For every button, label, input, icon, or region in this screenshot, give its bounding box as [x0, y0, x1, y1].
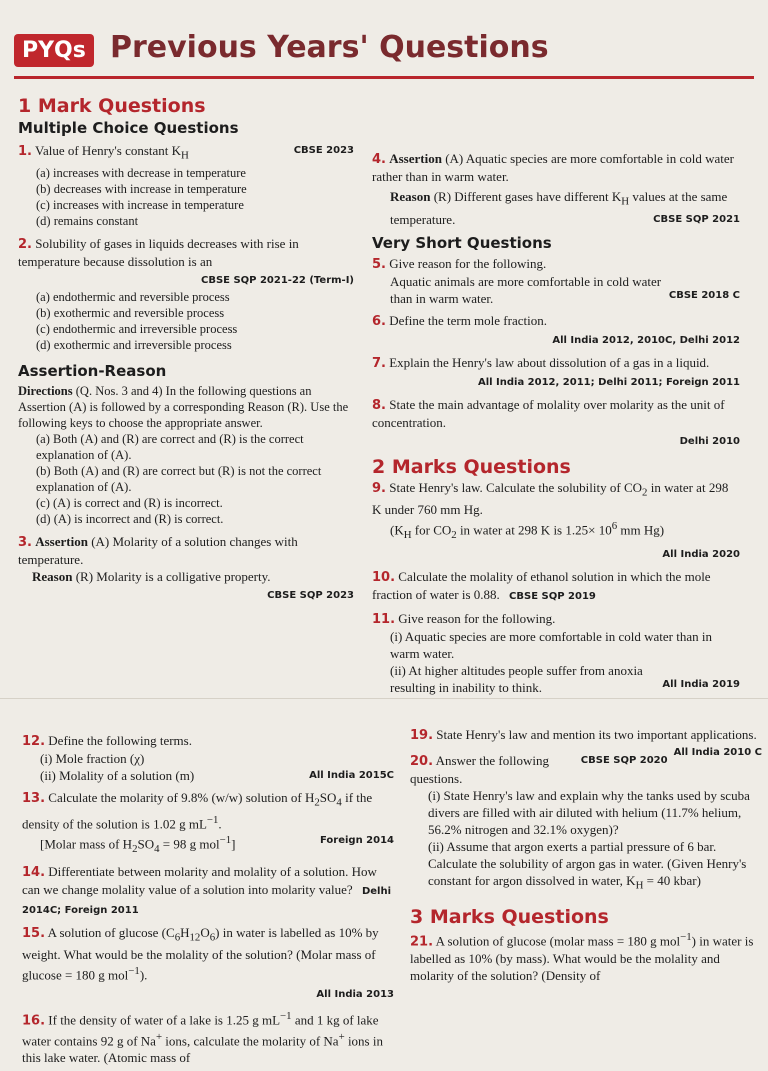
- q3-tag: CBSE SQP 2023: [267, 589, 354, 601]
- q12-number: 12.: [22, 734, 46, 749]
- q2-option-a: (a) endothermic and reversible process: [36, 289, 230, 304]
- q20-part-ii-sub: H: [635, 879, 644, 892]
- pyq-banner: [14, 28, 754, 79]
- q13-l2-sub2: 4: [154, 842, 160, 855]
- q1-sub: H: [181, 149, 189, 162]
- q2-option-b: (b) exothermic and reversible process: [36, 305, 225, 320]
- q13-l2-tail: = 98 g mol: [159, 836, 220, 852]
- q9-line2-sup: 6: [611, 520, 618, 533]
- q11-part-ii: [372, 662, 740, 696]
- q1-option-c: (c) increases with increase in temperature: [36, 197, 244, 212]
- directions-label: Directions: [18, 383, 73, 398]
- q16-sup3: +: [338, 1031, 345, 1044]
- q15-sup: −1: [128, 965, 140, 978]
- q16-number: 16.: [22, 1013, 46, 1029]
- q13-text: Calculate the molarity of 9.8% (w/w) solution of H: [48, 790, 315, 805]
- q9-line2-sub2: 2: [451, 529, 457, 542]
- q15-text: A solution of glucose (C: [47, 924, 175, 940]
- q11-number: 11.: [372, 612, 396, 628]
- q10-tag: CBSE SQP 2019: [509, 591, 596, 603]
- q19-number: 19.: [410, 728, 434, 743]
- q8-tag: Delhi 2010: [679, 435, 740, 447]
- q9-sub: 2: [642, 486, 648, 499]
- section-two-marks: 2 Marks Questions: [372, 455, 571, 478]
- question-16: [22, 1008, 394, 1067]
- q3-assertion: (A) Molarity of a solution changes with temperature.: [18, 533, 298, 567]
- question-12: [22, 732, 394, 784]
- q1-number: 1.: [18, 144, 32, 159]
- question-7: [372, 354, 740, 391]
- q12-text: Define the following terms.: [48, 733, 192, 748]
- q2-number: 2.: [18, 236, 32, 252]
- question-5: [372, 255, 740, 307]
- q13-l2-text: SO: [137, 836, 155, 852]
- question-13: [22, 789, 394, 858]
- q13-sub1: 2: [314, 796, 320, 809]
- question-20: [410, 752, 762, 895]
- q15-sub2: 12: [189, 931, 201, 944]
- q9-line2-tail: in water at 298 K is 1.25× 10: [456, 522, 612, 538]
- ar-option-d: (d) (A) is incorrect and (R) is correct.: [36, 511, 224, 526]
- q2-option-d: (d) exothermic and irreversible process: [36, 337, 232, 352]
- q9-text: State Henry's law. Calculate the solubility of CO: [389, 479, 643, 495]
- q13-sub2: 4: [336, 796, 342, 809]
- left-column-top: [18, 94, 354, 609]
- ar-option-a: (a) Both (A) and (R) are correct and (R) is the correct explanation of (A).: [36, 431, 304, 462]
- q4-assertion: (A) Aquatic species are more comfortable in cold water rather than in warm water.: [372, 151, 734, 184]
- q20-number: 20.: [410, 754, 434, 769]
- directions: [18, 383, 354, 431]
- q14-tag: Delhi 2014C; Foreign 2011: [22, 885, 391, 916]
- q4-number: 4.: [372, 152, 386, 167]
- q13-sup: −1: [206, 813, 219, 826]
- q19-text: State Henry's law and mention its two important applications.: [436, 727, 757, 742]
- q15-text5: ).: [139, 967, 148, 983]
- ar-option-c: (c) (A) is correct and (R) is incorrect.: [36, 495, 223, 510]
- q3-assertion-label: Assertion: [35, 533, 88, 549]
- q6-tag: All India 2012, 2010C, Delhi 2012: [552, 334, 740, 346]
- question-21: [410, 929, 762, 984]
- q13-l2-end: ]: [231, 836, 236, 852]
- q21-sup: −1: [680, 930, 692, 943]
- q1-tag: CBSE 2023: [293, 145, 354, 156]
- q1-option-d: (d) remains constant: [36, 213, 139, 228]
- q21-text: A solution of glucose (molar mass = 180 g mol: [435, 932, 681, 948]
- q5-line2: Aquatic animals are more comfortable in cold water than in warm water.: [390, 273, 662, 306]
- q11-part-i: (i) Aquatic species are more comfortable in cold water than in warm water.: [390, 629, 712, 662]
- q3-reason-label: Reason: [32, 568, 73, 584]
- q16-sup2: +: [155, 1031, 163, 1044]
- q12-tag: All India 2015C: [309, 770, 394, 781]
- q19-tag: All India 2010 C: [673, 747, 762, 758]
- pyqs-badge: PYQs: [14, 34, 94, 67]
- q4-assertion-label: Assertion: [389, 151, 442, 166]
- q2-option-c: (c) endothermic and irreversible process: [36, 321, 238, 336]
- right-column-bottom: [410, 726, 762, 989]
- q7-number: 7.: [372, 355, 386, 371]
- question-15: [22, 924, 394, 1003]
- q12-part-i: (i) Mole fraction (χ): [40, 751, 145, 766]
- section-three-marks: 3 Marks Questions: [410, 905, 609, 928]
- q15-number: 15.: [22, 925, 46, 941]
- q6-number: 6.: [372, 313, 386, 329]
- q21-number: 21.: [410, 933, 434, 949]
- question-6: [372, 312, 740, 349]
- q15-text4: ) in water is labelled as 10% by weight. What would be the molality of the solution? (Molar mass of glucose = 180 g mol: [22, 924, 379, 983]
- q12-part-ii: (ii) Molality of a solution (m): [40, 768, 195, 783]
- q3-reason: (R) Molarity is a colligative property.: [75, 568, 271, 584]
- q9-line2-mid: for CO: [411, 522, 452, 538]
- q16-text: If the density of water of a lake is 1.25 g mL: [48, 1012, 281, 1028]
- q16-sup: −1: [280, 1009, 292, 1022]
- q10-number: 10.: [372, 570, 396, 586]
- q9-number: 9.: [372, 480, 386, 496]
- q7-tag: All India 2012, 2011; Delhi 2011; Foreign 2011: [477, 376, 740, 388]
- q9-text2: in water at 298 K under 760 mm Hg.: [372, 479, 729, 518]
- q5-number: 5.: [372, 256, 386, 272]
- q1-option-b: (b) decreases with increase in temperature: [36, 181, 247, 196]
- q4-tag: CBSE SQP 2021: [653, 213, 740, 225]
- q11-text: Give reason for the following.: [398, 611, 556, 627]
- q1-text: Value of Henry's constant K: [35, 143, 182, 158]
- q15-text2: H: [180, 924, 190, 940]
- q13-l2-sub1: 2: [132, 842, 138, 855]
- question-4: [372, 150, 740, 228]
- section-very-short: Very Short Questions: [372, 233, 552, 252]
- q14-number: 14.: [22, 864, 46, 880]
- q5-tag: CBSE 2018 C: [668, 289, 740, 301]
- section-mcq: Multiple Choice Questions: [18, 119, 239, 137]
- q20-part-ii-tail: = 40 kbar): [643, 873, 701, 888]
- question-1: [18, 142, 354, 229]
- q16-text2: and 1 kg of lake water contains 92 g of Na: [22, 1012, 379, 1049]
- question-9: [372, 479, 740, 564]
- q5-text: Give reason for the following.: [389, 255, 547, 271]
- q4-reason-label: Reason: [390, 189, 431, 204]
- q13-line2: [Molar mass of H: [40, 836, 133, 852]
- q16-text4: ions in this lake water. (Atomic mass of: [22, 1033, 383, 1066]
- section-assertion-reason: Assertion-Reason: [18, 361, 167, 380]
- q2-tag: CBSE SQP 2021-22 (Term-I): [200, 274, 354, 286]
- q9-line2: (K: [390, 522, 404, 538]
- q20-part-ii: [410, 838, 762, 895]
- question-8: [372, 396, 740, 450]
- q7-text: Explain the Henry's law about dissolution of a gas in a liquid.: [389, 354, 710, 370]
- q13-number: 13.: [22, 791, 46, 806]
- q20-text: Answer the following questions.: [410, 753, 549, 786]
- q21-text2: ) in water is labelled as 10% (by mass). What would be the molality and molarity of the solution? (Density of: [410, 932, 754, 983]
- q9-line2-end: mm Hg): [617, 522, 665, 538]
- q8-text: State the main advantage of molality over molarity as the unit of concentration.: [372, 396, 725, 430]
- q1-option-a: (a) increases with decrease in temperature: [36, 165, 246, 180]
- q4-reason-tail: values at the same temperature.: [390, 189, 728, 227]
- q3-number: 3.: [18, 534, 32, 550]
- q2-text: Solubility of gases in liquids decreases with rise in temperature because dissolution is an: [18, 235, 299, 269]
- q14-text: Differentiate between molarity and molality of a solution. How can we change molality value of a solution into molarity value?: [22, 863, 377, 897]
- question-14: [22, 863, 394, 919]
- right-column-top: [372, 150, 740, 701]
- question-10: [372, 568, 740, 605]
- q13-text4: .: [218, 815, 222, 831]
- question-11: [372, 610, 740, 696]
- q11-part-ii-text: (ii) At higher altitudes people suffer from anoxia resulting in inability to think.: [390, 663, 643, 696]
- q15-tag: All India 2013: [316, 988, 394, 1000]
- q13-text3: if the density of the solution is 1.02 g mL: [22, 790, 373, 831]
- q20-tag: CBSE SQP 2020: [580, 755, 668, 766]
- q13-text2: SO: [319, 790, 337, 805]
- banner-title: Previous Years' Questions: [110, 30, 549, 65]
- page-divider: [0, 698, 768, 725]
- q15-sub3: 6: [209, 931, 216, 944]
- q4-reason: (R) Different gases have different K: [433, 189, 622, 204]
- q9-line2-sub: H: [403, 529, 412, 542]
- section-one-mark: 1 Mark Questions: [18, 95, 206, 117]
- q11-tag: All India 2019: [662, 679, 740, 691]
- q20-part-ii-text: (ii) Assume that argon exerts a partial pressure of 6 bar. Calculate the solubility of argon gas in water. (Given Henry's constant for argon dissolved in water, K: [428, 839, 747, 888]
- question-3: [18, 533, 354, 604]
- q20-part-i: (i) State Henry's law and explain why the tanks used by scuba divers are filled with air diluted with helium (11.7% helium, 56.2% nitrogen and 32.1% oxygen)?: [428, 788, 750, 837]
- q4-reason-sub: H: [621, 195, 630, 208]
- directions-text: (Q. Nos. 3 and 4) In the following questions an Assertion (A) is followed by a corresponding Reason (R). Use the following keys to choose the appropriate answer.: [18, 383, 349, 430]
- q13-l2-sup: −1: [219, 833, 232, 846]
- q8-number: 8.: [372, 397, 386, 413]
- q16-text3: ions, calculate the molarity of Na: [162, 1033, 339, 1049]
- question-2: [18, 235, 354, 353]
- q15-sub1: 6: [174, 931, 181, 944]
- question-19: [410, 726, 762, 758]
- q10-text: Calculate the molality of ethanol solution in which the mole fraction of water is 0.88.: [372, 569, 711, 603]
- q6-text: Define the term mole fraction.: [389, 312, 547, 328]
- ar-option-b: (b) Both (A) and (R) are correct but (R) is not the correct explanation of (A).: [36, 463, 322, 494]
- left-column-bottom: [22, 732, 394, 1071]
- q9-tag: All India 2020: [662, 549, 740, 561]
- q13-tag: Foreign 2014: [319, 834, 394, 846]
- q15-text3: O: [200, 924, 210, 940]
